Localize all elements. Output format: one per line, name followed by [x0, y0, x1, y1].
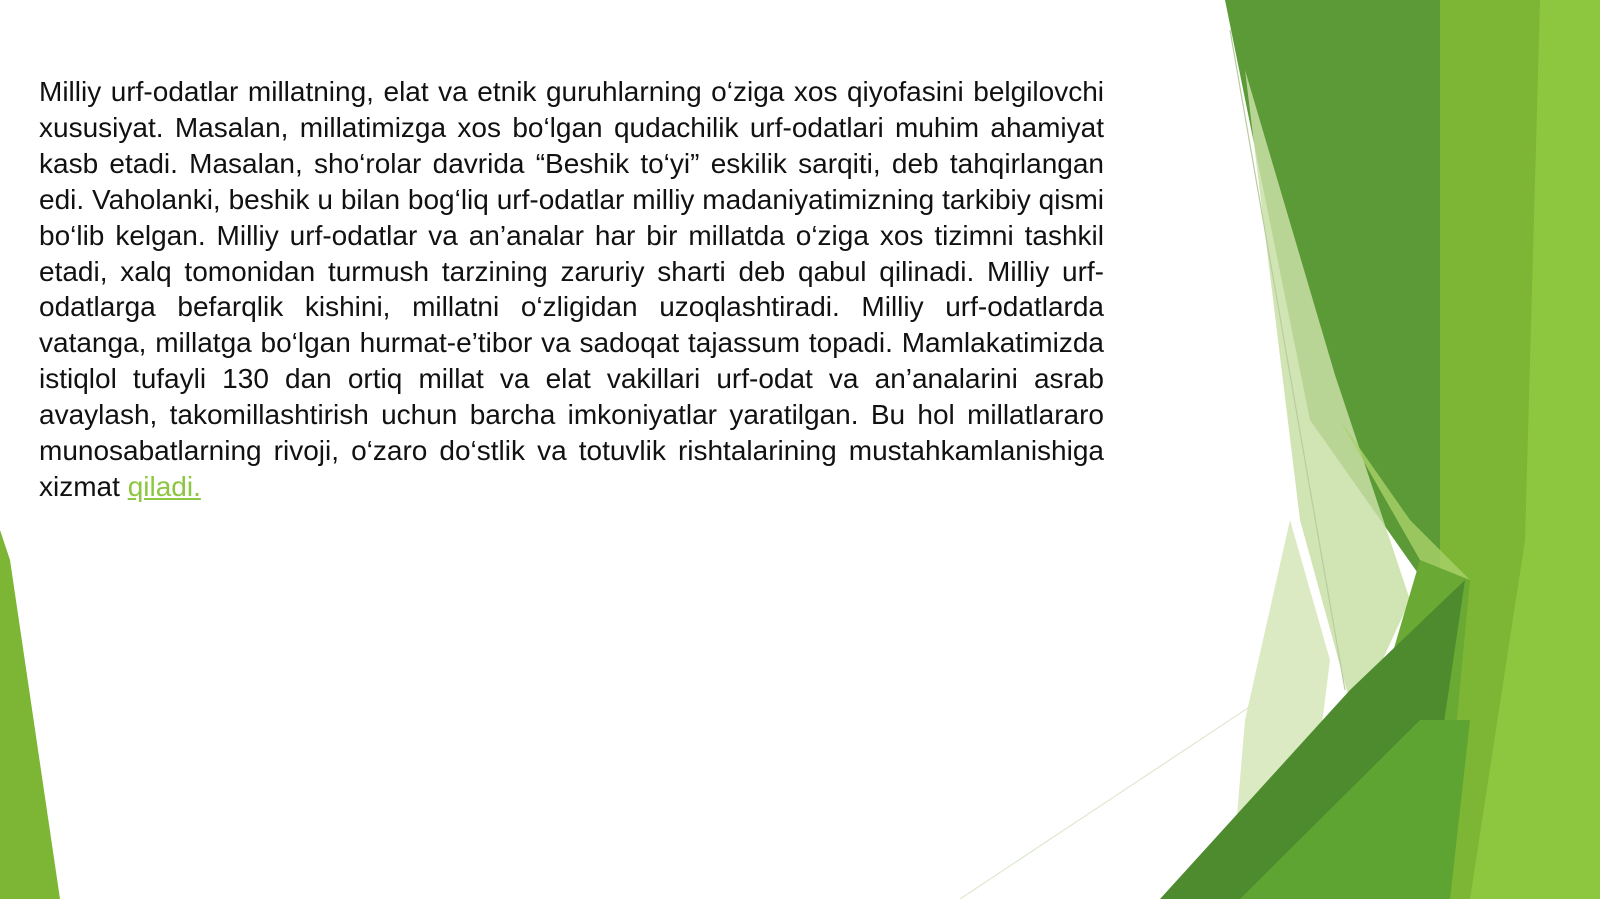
- body-paragraph: [39, 74, 1104, 505]
- left-accent-triangle: [0, 530, 60, 899]
- body-paragraph-link[interactable]: qiladi.: [127, 470, 201, 502]
- body-paragraph-text: Milliy urf-odatlar millatning, elat va etnik guruhlarning o‘ziga xos qiyofasini belgilovchi xususiyat. Masalan, millatimizga xos bo‘lgan qudachilik urf-odatlari muhim ahamiyat kasb etadi. Masalan, sho‘rolar davrida “Beshik to‘yi” eskilik sarqiti, deb tahqirlangan edi. Vaholanki, beshik u bilan bog‘liq urf-odatlar milliy madaniyatimizning tarkibiy qismi bo‘lib kelgan. Milliy urf-odatlar va an’analar har bir millatda o‘ziga xos tizimni tashkil etadi, xalq tomonidan turmush tarzining zaruriy sharti deb qabul qilinadi. Milliy urf-odatlarga befarqlik kishini, millatni o‘zligidan uzoqlashtiradi. Milliy urf-odatlarda vatanga, millatga bo‘lgan hurmat-e’tibor va sadoqat tajassum topadi. Mamlakatimizda istiqlol tufayli 130 dan ortiq millat va elat vakillari urf-odat va an’analarini asrab avaylash, takomillashtirish uchun barcha imkoniyatlar yaratilgan. Bu hol millatlararo munosabatlarning rivoji, o‘zaro do‘stlik va totuvlik rishtalarining mustahkamlanishiga xizmat: [39, 76, 1104, 502]
